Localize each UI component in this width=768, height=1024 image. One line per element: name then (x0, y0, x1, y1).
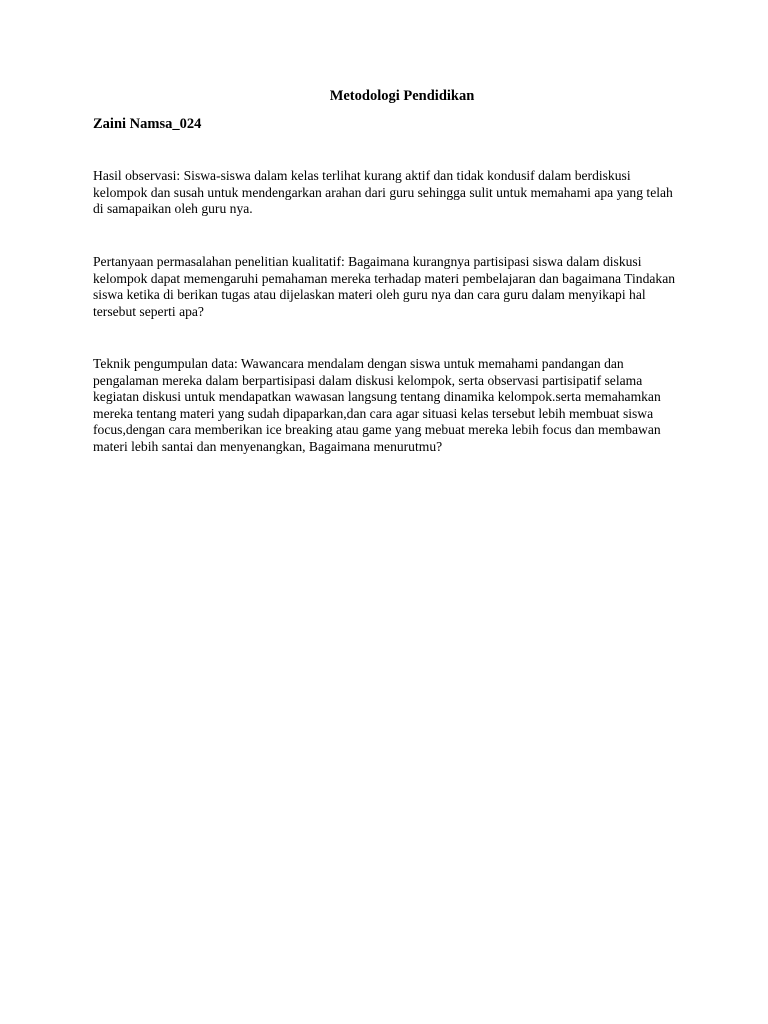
document-title: Metodologi Pendidikan (329, 88, 475, 104)
paragraph-research-question: Pertanyaan permasalahan penelitian kualitatif: Bagaimana kurangnya partisipasi siswa dalam diskusi kelompok dapat memengaruhi pemahaman mereka terhadap materi pembelajaran dan bagaimana Tindakan siswa ketika di berikan tugas atau dijelaskan materi oleh guru nya dan cara guru dalam menyikapi hal tersebut seperti apa? (93, 254, 676, 319)
document-author: Zaini Namsa_024 (93, 116, 202, 132)
paragraph-data-collection: Teknik pengumpulan data: Wawancara mendalam dengan siswa untuk memahami pandangan dan pengalaman mereka dalam berpartisipasi dalam diskusi kelompok, serta observasi partisipatif selama kegiatan diskusi untuk mendapatkan wawasan langsung tentang dinamika kelompok.serta memahamkan mereka tentang materi yang sudah dipaparkan,dan cara agar situasi kelas tersebut lebih membuat siswa focus,dengan cara memberikan ice breaking atau game yang mebuat mereka lebih focus dan membawan materi lebih santai dan menyenangkan, Bagaimana menurutmu? (93, 356, 661, 454)
paragraph-observation: Hasil observasi: Siswa-siswa dalam kelas terlihat kurang aktif dan tidak kondusif dalam berdiskusi kelompok dan susah untuk mendengarkan arahan dari guru sehingga sulit untuk memahami apa yang telah di samapaikan oleh guru nya. (93, 168, 673, 217)
